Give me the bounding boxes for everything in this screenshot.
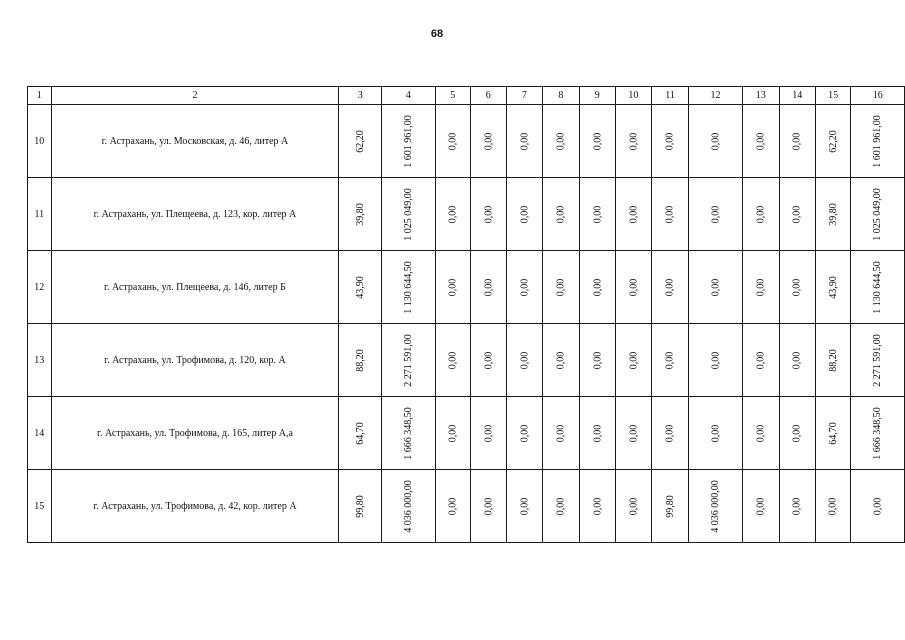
cell-value: 0,00 [447, 132, 459, 150]
value-cell [651, 397, 688, 470]
value-cell [435, 251, 470, 324]
row-number-cell: 11 [28, 178, 52, 251]
value-cell [742, 178, 779, 251]
cell-value: 0,00 [447, 497, 459, 515]
cell-value: 0,00 [518, 497, 530, 515]
cell-value: 0,00 [627, 278, 639, 296]
value-cell [689, 324, 743, 397]
column-header: 9 [579, 87, 615, 105]
table-row [28, 251, 905, 324]
column-header: 14 [779, 87, 815, 105]
value-cell [779, 178, 815, 251]
value-cell [435, 397, 470, 470]
value-cell [815, 178, 851, 251]
cell-value: 0,00 [518, 132, 530, 150]
value-cell [506, 397, 542, 470]
value-cell [542, 397, 579, 470]
value-cell [506, 251, 542, 324]
value-cell [506, 470, 542, 543]
value-cell [435, 105, 470, 178]
value-cell [815, 324, 851, 397]
cell-value: 0,00 [627, 205, 639, 223]
cell-value: 0,00 [755, 278, 767, 296]
cell-value: 0,00 [518, 351, 530, 369]
value-cell [542, 324, 579, 397]
value-cell [615, 397, 651, 470]
cell-value: 0,00 [710, 132, 722, 150]
cell-value: 62,20 [827, 129, 839, 153]
cell-value: 2 271 591,00 [872, 333, 884, 387]
value-cell [815, 251, 851, 324]
value-cell [615, 178, 651, 251]
address-cell: г. Астрахань, ул. Московская, д. 46, литер А [51, 105, 339, 178]
value-cell [579, 251, 615, 324]
cell-value: 0,00 [710, 205, 722, 223]
column-header: 10 [615, 87, 651, 105]
value-cell [615, 324, 651, 397]
cell-value: 0,00 [591, 351, 603, 369]
value-cell [742, 324, 779, 397]
value-cell [579, 397, 615, 470]
value-cell [339, 470, 382, 543]
value-cell [542, 470, 579, 543]
cell-value: 1 666 348,50 [872, 406, 884, 460]
cell-value: 0,00 [627, 424, 639, 442]
data-table [27, 86, 905, 543]
table-row [28, 105, 905, 178]
value-cell [579, 324, 615, 397]
cell-value: 0,00 [482, 132, 494, 150]
column-header: 7 [506, 87, 542, 105]
value-cell [579, 470, 615, 543]
value-cell [382, 105, 436, 178]
cell-value: 0,00 [591, 205, 603, 223]
value-cell [779, 324, 815, 397]
cell-value: 0,00 [755, 424, 767, 442]
cell-value: 0,00 [591, 278, 603, 296]
cell-value: 0,00 [555, 351, 567, 369]
cell-value: 88,20 [827, 348, 839, 372]
cell-value: 0,00 [627, 351, 639, 369]
cell-value: 0,00 [591, 132, 603, 150]
column-header: 11 [651, 87, 688, 105]
cell-value: 0,00 [518, 278, 530, 296]
value-cell [689, 105, 743, 178]
value-cell [542, 251, 579, 324]
address-cell: г. Астрахань, ул. Плещеева, д. 146, литер Б [51, 251, 339, 324]
value-cell [851, 324, 905, 397]
cell-value: 43,90 [827, 275, 839, 299]
cell-value: 0,00 [591, 424, 603, 442]
cell-value: 0,00 [755, 132, 767, 150]
column-header: 4 [382, 87, 436, 105]
cell-value: 0,00 [627, 497, 639, 515]
cell-value: 0,00 [555, 424, 567, 442]
cell-value: 0,00 [710, 351, 722, 369]
cell-value: 0,00 [755, 351, 767, 369]
cell-value: 0,00 [482, 497, 494, 515]
value-cell [779, 397, 815, 470]
cell-value: 0,00 [555, 205, 567, 223]
value-cell [742, 397, 779, 470]
value-cell [779, 105, 815, 178]
cell-value: 0,00 [664, 132, 676, 150]
cell-value: 1 025 049,00 [872, 187, 884, 241]
address-cell: г. Астрахань, ул. Трофимова, д. 120, кор. А [51, 324, 339, 397]
cell-value: 0,00 [482, 424, 494, 442]
cell-value: 1 025 049,00 [402, 187, 414, 241]
value-cell [651, 324, 688, 397]
column-header: 3 [339, 87, 382, 105]
column-header: 5 [435, 87, 470, 105]
cell-value: 0,00 [872, 497, 884, 515]
cell-value: 0,00 [791, 278, 803, 296]
cell-value: 99,80 [354, 494, 366, 518]
cell-value: 0,00 [791, 351, 803, 369]
address-cell: г. Астрахань, ул. Трофимова, д. 165, литер А,а [51, 397, 339, 470]
value-cell [506, 105, 542, 178]
cell-value: 0,00 [791, 424, 803, 442]
cell-value: 0,00 [447, 278, 459, 296]
cell-value: 0,00 [791, 497, 803, 515]
value-cell [689, 470, 743, 543]
value-cell [470, 324, 506, 397]
column-header: 6 [470, 87, 506, 105]
cell-value: 0,00 [755, 497, 767, 515]
cell-value: 0,00 [791, 205, 803, 223]
value-cell [542, 105, 579, 178]
table-body [28, 87, 905, 543]
value-cell [339, 251, 382, 324]
cell-value: 88,20 [354, 348, 366, 372]
column-header: 2 [51, 87, 339, 105]
value-cell [615, 251, 651, 324]
value-cell [779, 470, 815, 543]
table-row [28, 470, 905, 543]
value-cell [615, 105, 651, 178]
column-header: 1 [28, 87, 52, 105]
header-row [28, 87, 905, 105]
value-cell [506, 178, 542, 251]
column-header: 13 [742, 87, 779, 105]
cell-value: 2 271 591,00 [402, 333, 414, 387]
row-number-cell: 15 [28, 470, 52, 543]
cell-value: 0,00 [555, 497, 567, 515]
value-cell [382, 178, 436, 251]
value-cell [435, 178, 470, 251]
value-cell [542, 178, 579, 251]
column-header: 8 [542, 87, 579, 105]
value-cell [339, 324, 382, 397]
row-number-cell: 14 [28, 397, 52, 470]
cell-value: 0,00 [482, 351, 494, 369]
value-cell [435, 470, 470, 543]
cell-value: 0,00 [447, 205, 459, 223]
cell-value: 0,00 [664, 424, 676, 442]
value-cell [779, 251, 815, 324]
value-cell [579, 178, 615, 251]
value-cell [579, 105, 615, 178]
row-number-cell: 12 [28, 251, 52, 324]
table-row [28, 178, 905, 251]
column-header: 15 [815, 87, 851, 105]
cell-value: 0,00 [482, 278, 494, 296]
cell-value: 0,00 [591, 497, 603, 515]
value-cell [339, 105, 382, 178]
address-cell: г. Астрахань, ул. Плещеева, д. 123, кор. литер А [51, 178, 339, 251]
value-cell [651, 105, 688, 178]
cell-value: 0,00 [518, 205, 530, 223]
cell-value: 0,00 [791, 132, 803, 150]
cell-value: 0,00 [710, 424, 722, 442]
value-cell [851, 397, 905, 470]
value-cell [851, 178, 905, 251]
value-cell [851, 470, 905, 543]
cell-value: 0,00 [627, 132, 639, 150]
value-cell [339, 397, 382, 470]
cell-value: 0,00 [447, 351, 459, 369]
value-cell [506, 324, 542, 397]
value-cell [470, 178, 506, 251]
cell-value: 4 036 000,00 [710, 479, 722, 533]
cell-value: 0,00 [482, 205, 494, 223]
table-row [28, 397, 905, 470]
value-cell [651, 470, 688, 543]
cell-value: 99,80 [664, 494, 676, 518]
cell-value: 1 666 348,50 [402, 406, 414, 460]
cell-value: 0,00 [555, 278, 567, 296]
table-row [28, 324, 905, 397]
value-cell [382, 251, 436, 324]
column-header: 12 [689, 87, 743, 105]
value-cell [689, 178, 743, 251]
value-cell [815, 105, 851, 178]
value-cell [815, 397, 851, 470]
value-cell [742, 105, 779, 178]
cell-value: 0,00 [664, 351, 676, 369]
cell-value: 0,00 [664, 278, 676, 296]
value-cell [470, 105, 506, 178]
row-number-cell: 10 [28, 105, 52, 178]
value-cell [851, 105, 905, 178]
value-cell [339, 178, 382, 251]
value-cell [689, 397, 743, 470]
cell-value: 0,00 [755, 205, 767, 223]
value-cell [435, 324, 470, 397]
value-cell [689, 251, 743, 324]
cell-value: 1 130 644,50 [872, 260, 884, 314]
value-cell [382, 397, 436, 470]
value-cell [470, 251, 506, 324]
cell-value: 1 601 961,00 [402, 114, 414, 168]
cell-value: 39,80 [354, 202, 366, 226]
cell-value: 0,00 [518, 424, 530, 442]
address-cell: г. Астрахань, ул. Трофимова, д. 42, кор. литер А [51, 470, 339, 543]
value-cell [382, 324, 436, 397]
cell-value: 62,20 [354, 129, 366, 153]
value-cell [815, 470, 851, 543]
value-cell [382, 470, 436, 543]
cell-value: 0,00 [710, 278, 722, 296]
cell-value: 43,90 [354, 275, 366, 299]
value-cell [470, 397, 506, 470]
cell-value: 64,70 [827, 421, 839, 445]
value-cell [651, 251, 688, 324]
cell-value: 0,00 [827, 497, 839, 515]
column-header: 16 [851, 87, 905, 105]
cell-value: 1 130 644,50 [402, 260, 414, 314]
value-cell [851, 251, 905, 324]
value-cell [742, 251, 779, 324]
cell-value: 39,80 [827, 202, 839, 226]
cell-value: 4 036 000,00 [402, 479, 414, 533]
cell-value: 0,00 [664, 205, 676, 223]
value-cell [651, 178, 688, 251]
row-number-cell: 13 [28, 324, 52, 397]
page-number: 68 [430, 28, 444, 40]
cell-value: 0,00 [447, 424, 459, 442]
cell-value: 64,70 [354, 421, 366, 445]
cell-value: 0,00 [555, 132, 567, 150]
cell-value: 1 601 961,00 [872, 114, 884, 168]
value-cell [615, 470, 651, 543]
value-cell [742, 470, 779, 543]
value-cell [470, 470, 506, 543]
